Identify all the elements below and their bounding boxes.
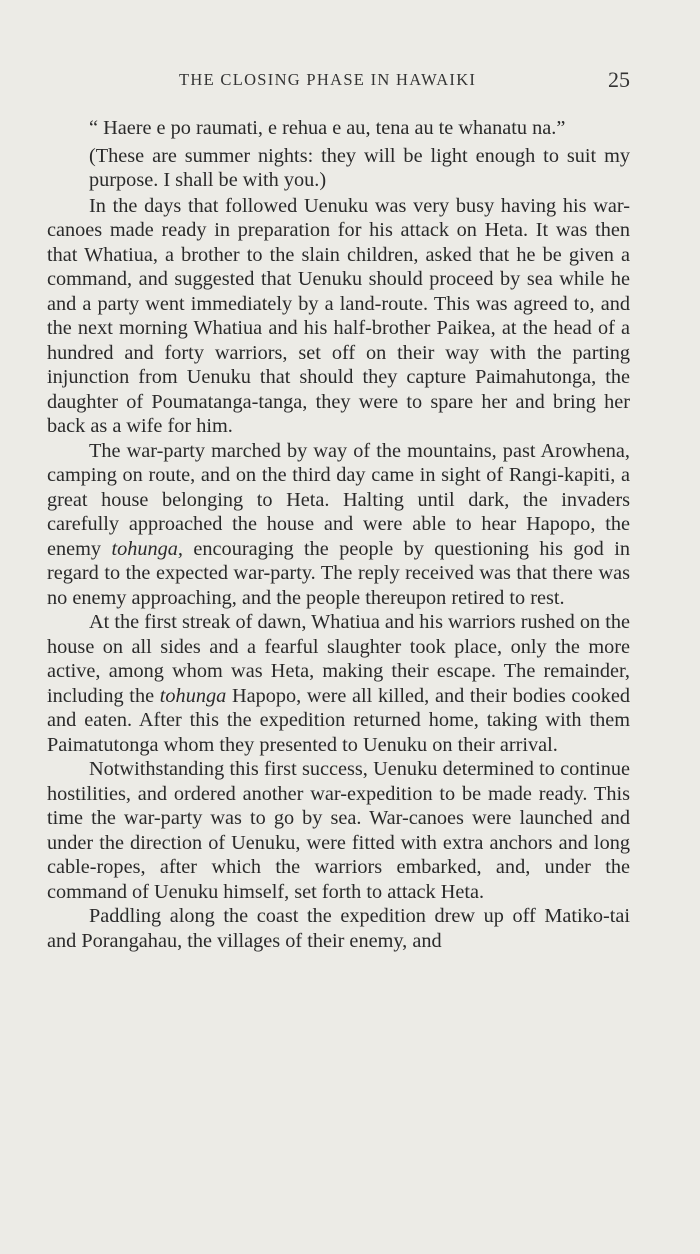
maori-quote: “ Haere e po raumati, e rehua e au, tena au te whanatu na.” xyxy=(89,117,566,139)
paragraph-4: Notwithstanding this first success, Uenuku determined to continue hostilities, and ordered another war-expedition to be made ready. This time the war-party was to go by sea. War-canoes were launched and under the direction of Uenuku, were fitted with extra anchors and long cable-ropes, after which the warriors embarked, and, under the command of Uenuku himself, set forth to attack Heta. xyxy=(47,758,630,903)
running-title: THE CLOSING PHASE IN HAWAIKI xyxy=(179,70,477,89)
paragraph-1: In the days that followed Uenuku was very busy having his war-canoes made ready in preparation for his attack on Heta. It was then that Whatiua, a brother to the slain children, asked that he be given a command, and suggested that Uenuku should proceed by sea while he and a party went immediately by a land-route. This was agreed to, and the next morning Whatiua and his half-brother Paikea, at the head of a hundred and forty warriors, set off on their way with the parting injunction from Uenuku that should they capture Paimahutonga, the daughter of Poumatanga-tanga, they were to spare her and bring her back as a wife for him. xyxy=(47,194,630,437)
paragraph-2-part-1: The war-party marched by way of the mountains, past Arowhena, camping on route, and on the third day came in sight of Rangi-kapiti, a great house belonging to Heta. Halting until dark, the invaders carefully approached the house and were able to hear Hapopo, the enemy xyxy=(47,439,630,560)
paragraph-3-italic: tohunga xyxy=(159,684,227,707)
paragraph-2-italic: tohunga, xyxy=(111,537,184,560)
paragraph-3-part-1: At the first streak of dawn, Whatiua and his warriors rushed on the house on all sides and a fearful slaughter took place, only the more active, among whom was Heta, making their escape. The remainder, including the xyxy=(47,611,630,707)
page-number: 25 xyxy=(608,67,630,92)
body-text xyxy=(47,116,630,953)
running-head xyxy=(47,67,630,94)
paragraph-3 xyxy=(47,610,630,757)
paragraph-3-part-2: Hapopo, were all killed, and their bodies cooked and eaten. After this the expedition returned home, taking with them Paimatutonga whom they presented to Uenuku on their arrival. xyxy=(47,684,630,756)
quote-translation: (These are summer nights: they will be light enough to suit my purpose. I shall be with you.) xyxy=(89,144,630,191)
paragraph-2 xyxy=(47,439,630,611)
paragraph-5: Paddling along the coast the expedition drew up off Matiko-tai and Porangahau, the villages of their enemy, and xyxy=(47,905,630,952)
paragraph-2-part-2: encouraging the people by questioning his god in regard to the expected war-party. The reply received was that there was no enemy approaching, and the people thereupon retired to rest. xyxy=(47,537,630,609)
